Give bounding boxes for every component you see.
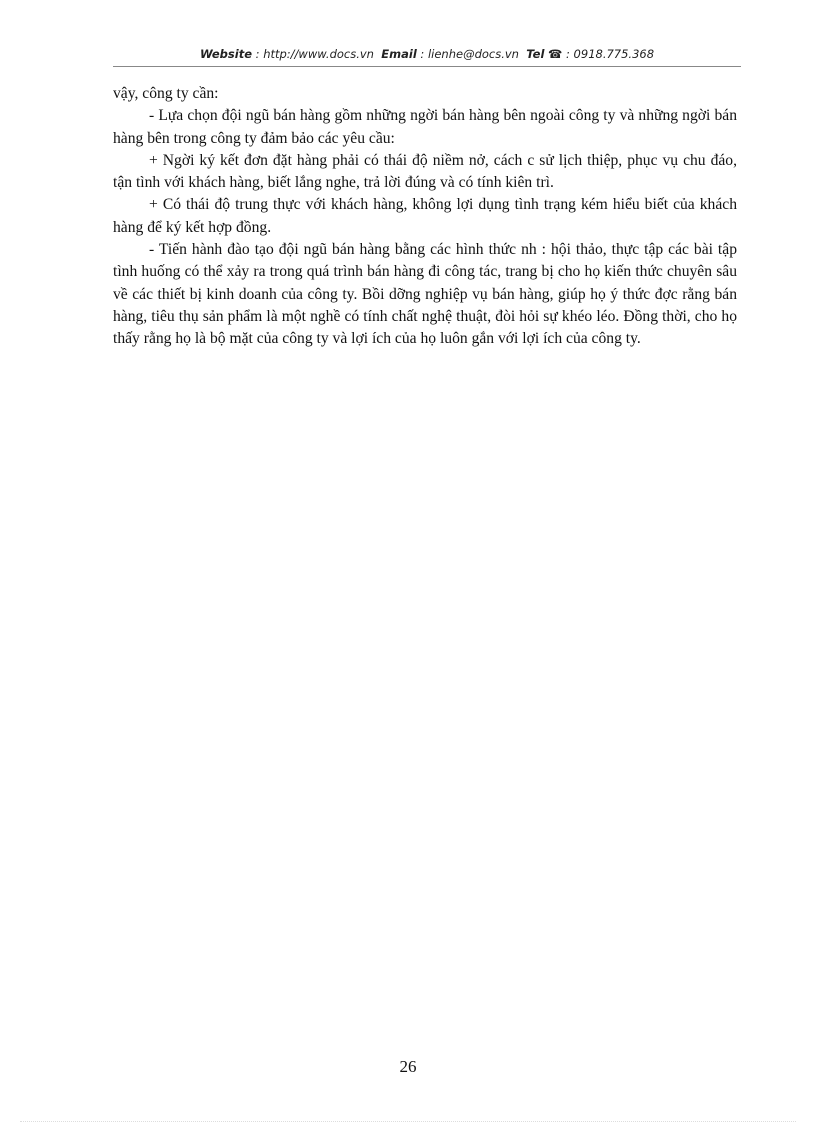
page-header <box>113 47 741 61</box>
tel-value: : 0918.775.368 <box>562 47 655 61</box>
paragraph-honesty: + Có thái độ trung thực với khách hàng, không lợi dụng tình trạng kém hiểu biết của khách hàng để ký kết hợp đồng. <box>113 196 737 236</box>
footer-divider <box>20 1121 796 1122</box>
paragraph-continuation: vậy, công ty cần: <box>113 85 219 102</box>
email-label: Email <box>381 47 417 61</box>
telephone-icon: ☎ <box>548 47 563 61</box>
website-value: : http://www.docs.vn <box>252 47 374 61</box>
paragraph-order-signer-attitude: + Ngời ký kết đơn đặt hàng phải có thái độ niềm nở, cách c sử lịch thiệp, phục vụ chu đáo, tận tình với khách hàng, biết lắng nghe, trả lời đúng và có tính kiên trì. <box>113 151 737 192</box>
page-number: 26 <box>399 1057 417 1076</box>
document-body <box>113 83 737 351</box>
tel-label: Tel <box>526 47 545 61</box>
email-value: : lienhe@docs.vn <box>416 47 519 61</box>
website-label: Website <box>199 47 253 61</box>
paragraph-sales-team-selection: - Lựa chọn đội ngũ bán hàng gồm những ngời bán hàng bên ngoài công ty và những ngời bán hàng bên trong công ty đảm bảo các yêu cầu: <box>113 107 737 147</box>
header-divider <box>113 66 741 67</box>
paragraph-training: - Tiến hành đào tạo đội ngũ bán hàng bằng các hình thức nh : hội thảo, thực tập các bài tập tình huống có thể xảy ra trong quá trình bán hàng đi công tác, trang bị cho họ kiến thức chuyên sâu về các thiết bị kinh doanh của công ty. Bồi dỡng nghiệp vụ bán hàng, giúp họ ý thức đợc rằng bán hàng, tiêu thụ sản phẩm là một nghề có tính chất nghệ thuật, đòi hỏi sự khéo léo. Đồng thời, cho họ thấy rằng họ là bộ mặt của công ty và lợi ích của họ luôn gắn với lợi ích của công ty. <box>113 241 737 348</box>
